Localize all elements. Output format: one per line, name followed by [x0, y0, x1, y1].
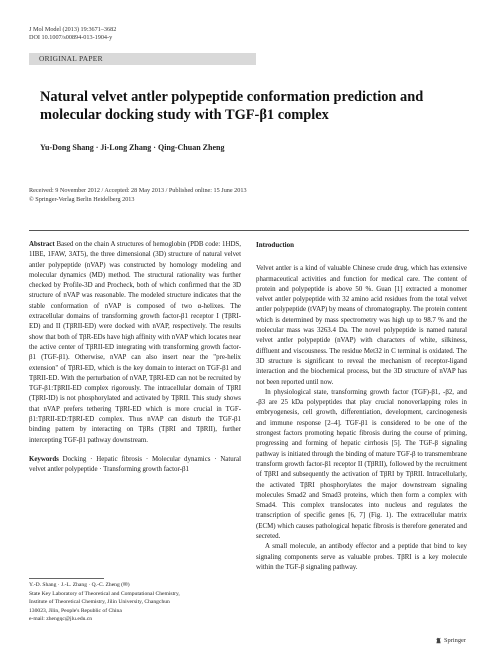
author-list: Yu-Dong Shang · Ji-Long Zhang · Qing-Chuan Zheng — [40, 143, 225, 152]
affiliation-line-3: 130023, Jilin, People's Republic of China — [29, 607, 122, 614]
publisher-name: Springer — [443, 637, 466, 644]
doi: DOI 10.1007/s00894-013-1904-y — [29, 34, 113, 41]
affiliation-line-2: Institute of Theoretical Chemistry, Jilin University, Changchun — [29, 599, 170, 606]
abstract-text: Based on the chain A structures of hemoglobin (PDB code: 1HDS, 1IBE, 1FAW, 3AT5), the three dimensional (3D) structure of natural velvet antler polypeptide (nVAP) was constructed by homology modeling and molecular dynamics (MD) method. The structural rationality was further checked by Profile-3D and Procheck, both of which confirmed that the 3D structure of nVAP was reasonable. The modeled structure indicates that the stable conformation of nVAP is composed of two α-helixes. The extracellular domains of transforming growth factor-β1 receptor I (TβRI-ED) and II (TβRII-ED) were docked with nVAP, respectively. The results show that both of TβR-EDs have high affinity with nVAP which locates near the active center of TβRII-ED integrating with transforming growth factor-β1 (TGF-β1). Otherwise, nVAP can also insert near the "pre-helix extension" of TβRI-ED, which is the key domain to interact on TGF-β1 and TβRII-ED. With the perturbation of nVAP, TβRI-ED can not be recruited by TGF-β1:TβRII-ED complex rigorously. The intracellular domain of TβRI (TβRI-ID) is not phosphorylated and activated by TβRII. This study shows that nVAP prefers tethering TβRI-ED which is more crucial in TGF-β1:TβRII-ED:TβRI-ED complex. Thus nVAP can disturb the TGF-β1 binding pattern by interacting on TβRs (TβRI and TβRII), further intercepting TGF-β1 pathway downstream. — [29, 241, 241, 444]
left-column — [29, 240, 241, 476]
springer-horse-icon — [435, 637, 442, 644]
publication-dates: Received: 9 November 2012 / Accepted: 28 May 2013 / Published online: 15 June 2013 — [29, 187, 247, 194]
journal-citation: J Mol Model (2013) 19:3671–3682 — [29, 26, 117, 33]
introduction-heading: Introduction — [256, 241, 294, 249]
right-column — [256, 240, 467, 573]
footnote-authors: Y.-D. Shang · J.-L. Zhang · Q.-C. Zheng (✉) — [29, 582, 130, 588]
header-divider — [29, 230, 469, 231]
journal-reference — [29, 26, 116, 42]
keywords-paragraph — [29, 455, 241, 476]
footnote-divider — [29, 578, 104, 579]
intro-paragraph-1: Velvet antler is a kind of valuable Chinese crude drug, which has extensive pharmaceutical activities and function for medical care. The content of protein and polypeptide is above 50 %. Guan [1] extracted a monomer velvet antler polypeptide with 32 amino acid residues from the total velvet antler polypeptide (tVAP) by means of chromatography. The protein content which is determined by mass spectrometry was high up to 98.7 % and the molecular mass was 3263.4 Da. The novel polypeptide is named natural velvet antler polypeptide (nVAP) with characters of white, silkiness, diffluent and viscousness. The residue Met32 in C terminal is oxidated. The 3D structure is significant to reveal the mechanism of receptor-ligand interaction and the biochemical process, but the 3D structure of nVAP has not been reported until now. — [256, 265, 467, 386]
publisher-mark — [435, 637, 466, 644]
abstract-heading: Abstract — [29, 241, 55, 248]
keywords-heading: Keywords — [29, 455, 59, 463]
article-title: Natural velvet antler polypeptide conformation prediction and molecular docking study with TGF-β1 complex — [40, 89, 424, 123]
abstract-paragraph — [29, 240, 241, 446]
affiliation-line-1: State Key Laboratory of Theoretical and Computational Chemistry, — [29, 590, 180, 597]
intro-paragraph-2: In physiological state, transforming growth factor (TGF)-β1, -β2, and -β3 are 25 kDa polypeptides that play crucial nonoverlapping roles in embryogenesis, cell growth, differentiation, development, carcinogenesis and immune response [2–4]. TGF-β1 is considered to be one of the strongest factors promoting hepatic fibrosis during the course of priming, progressing and forming of hepatic cirrhosis [5]. The TGF-β signaling pathway is initiated through the binding of mature TGF-β to transmembrane transform growth factor-β1 receptor II (TβRII), followed by the recruitment of TβRI and subsequently the activation of TβRI by TβRII. Intracellularly, the activated TβRI phosphorylates the major downstream signaling molecules Smad2 and Smad3 proteins, which then form a complex with Smad4. This complex translocates into nucleus and regulates the transcription of specific genes [6, 7] (Fig. 1). The extracellular matrix (ECM) which causes pathological hepatic fibrosis is therefore generated and secreted. — [256, 388, 467, 541]
keywords-text: Docking · Hepatic fibrosis · Molecular dynamics · Natural velvet antler polypeptide · Transforming growth factor-β1 — [29, 455, 241, 474]
copyright-line: © Springer-Verlag Berlin Heidelberg 2013 — [29, 196, 135, 203]
section-tag: ORIGINAL PAPER — [29, 53, 256, 65]
contact-email: e-mail: zhengqc@jlu.edu.cn — [29, 616, 93, 623]
author-affiliation-footnote — [29, 581, 244, 624]
intro-paragraph-3: A small molecule, an antibody effector and a peptide that bind to key signaling components serve as valuable probes. TβRI is a key molecule within the TGF-β signaling pathway. — [256, 543, 467, 571]
